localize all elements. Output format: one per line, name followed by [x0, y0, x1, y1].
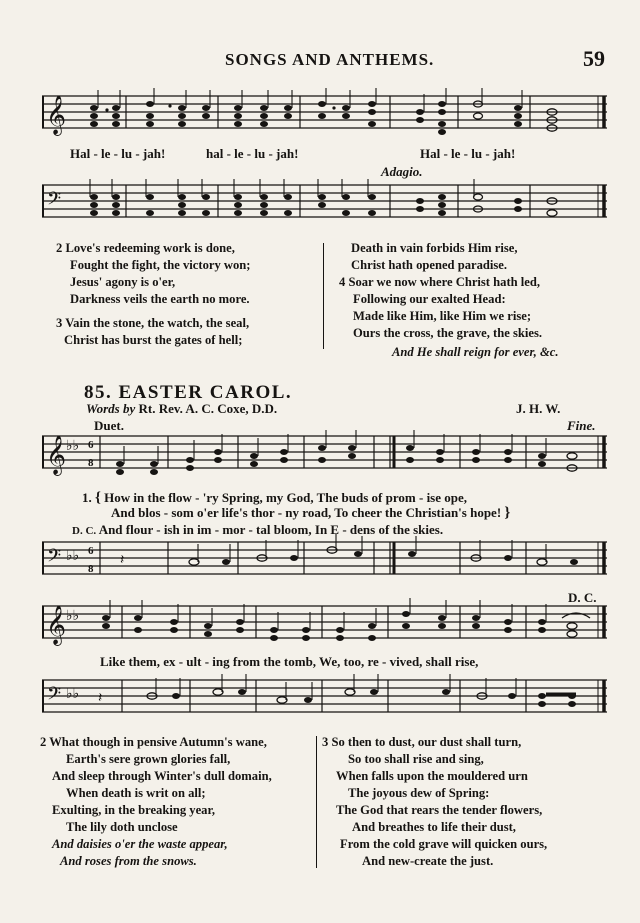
top-bass-notation — [42, 177, 612, 227]
verse-3-line-4: Christ hath opened paradise. — [351, 258, 508, 272]
svg-text:𝄞: 𝄞 — [46, 605, 67, 645]
carol-treble-notation-2 — [42, 598, 612, 654]
duet-marking: Duet. — [94, 418, 124, 433]
verse-3-line-3: Death in vain forbids Him rise, — [351, 241, 518, 255]
carol-line-1-text: How in the flow - 'ry Spring, my God, The buds of prom - ise ope, — [104, 490, 468, 505]
carol-line-3-text: And flour - ish in im - mor - tal bloom, In E - dens of the skies. — [98, 522, 444, 537]
verse-4-line-3: Made like Him, like Him we rise; — [353, 309, 532, 323]
carol-verse-3-block — [322, 734, 547, 870]
carol-line-1: 1. { How in the flow - 'ry Spring, my God, The buds of prom - ise ope, — [82, 490, 468, 506]
svg-text:♭♭: ♭♭ — [66, 439, 80, 454]
carol-verse-2-line-3: And sleep through Winter's dull domain, — [52, 769, 272, 783]
carol-bass-staff-2 — [42, 672, 612, 722]
svg-text:𝄞: 𝄞 — [46, 95, 67, 135]
carol-verse-2-line-5: Exulting, in the breaking year, — [52, 803, 216, 817]
svg-text:6: 6 — [88, 439, 94, 451]
svg-text:𝄢: 𝄢 — [47, 546, 62, 571]
carol-verse-2-line-1: 2 What though in pensive Autumn's wane, — [40, 735, 267, 749]
carol-verse-3-line-4: The joyous dew of Spring: — [348, 786, 490, 800]
running-title: SONGS AND ANTHEMS. — [225, 50, 435, 69]
carol-verse-2-block — [40, 734, 272, 870]
tempo-marking: Adagio. — [381, 164, 423, 179]
carol-bass-staff-1 — [42, 534, 612, 584]
carol-verse-2-line-2: Earth's sere grown glories fall, — [66, 752, 231, 766]
carol-verse-3-line-6: And breathes to life their dust, — [352, 820, 516, 834]
carol-verse-3-line-1: 3 So then to dust, our dust shall turn, — [322, 735, 522, 749]
carol-verse-2-line-7: And daisies o'er the waste appear, — [52, 837, 228, 851]
carol-line-2: And blos - som o'er life's thor - ny road, To cheer the Christian's hope! } — [111, 505, 511, 521]
words-credit — [86, 401, 277, 417]
svg-text:𝄢: 𝄢 — [47, 189, 62, 214]
verse-3-block — [56, 315, 249, 349]
dc-label: D. C. — [72, 525, 97, 537]
refrain-note: And He shall reign for ever, &c. — [392, 345, 559, 359]
svg-text:𝄢: 𝄢 — [47, 684, 62, 709]
svg-text:♭♭: ♭♭ — [66, 609, 80, 624]
verse-4-line-4: Ours the cross, the grave, the skies. — [353, 326, 543, 340]
carol-line-4: Like them, ex - ult - ing from the tomb, We, too, re - vived, shall rise, — [100, 654, 479, 669]
carol-verse-2-line-6: The lily doth unclose — [66, 820, 178, 834]
carol-verse-3-line-8: And new-create the just. — [362, 854, 494, 868]
carol-line-2-text: And blos - som o'er life's thor - ny road, To cheer the Christian's hope! — [111, 505, 502, 520]
fine-marking: Fine. — [567, 418, 596, 433]
lyric-hallelujah-1: Hal - le - lu - jah! — [70, 146, 166, 161]
carol-verse-2-line-8: And roses from the snows. — [60, 854, 197, 868]
carol-verse-3-line-5: The God that rears the tender flowers, — [336, 803, 543, 817]
svg-text:𝄽: 𝄽 — [98, 691, 103, 706]
lyric-hallelujah-2: hal - le - lu - jah! — [206, 146, 299, 161]
carol-bass-notation-1 — [42, 534, 612, 584]
verse-2-line-1: 2 Love's redeeming work is done, — [56, 241, 235, 255]
dc-marking: D. C. — [568, 590, 597, 605]
lyric-hallelujah-3: Hal - le - lu - jah! — [420, 146, 516, 161]
verse-2-line-2: Fought the fight, the victory won; — [70, 258, 251, 272]
carol-bass-notation-2 — [42, 672, 612, 722]
svg-text:♭♭: ♭♭ — [66, 687, 80, 702]
carol-treble-staff-1 — [42, 428, 612, 484]
verse-4-line-2: Following our exalted Head: — [353, 292, 506, 306]
top-treble-staff — [42, 88, 612, 138]
verse-3-continued-block — [339, 240, 518, 274]
carol-treble-notation-1 — [42, 428, 612, 484]
svg-text:𝄽: 𝄽 — [120, 553, 125, 568]
column-divider-top — [323, 243, 324, 349]
page-number: 59 — [583, 46, 605, 71]
svg-text:6: 6 — [88, 545, 94, 557]
verse-4-line-1: 4 Soar we now where Christ hath led, — [339, 275, 541, 289]
author-name: Rt. Rev. A. C. Coxe, D.D. — [138, 401, 278, 416]
verse-2-line-4: Darkness veils the earth no more. — [70, 292, 250, 306]
composer-credit: J. H. W. — [516, 401, 561, 416]
carol-verse-3-line-7: From the cold grave will quicken ours, — [340, 837, 548, 851]
svg-text:8: 8 — [88, 457, 94, 469]
column-divider-bottom — [316, 736, 317, 868]
svg-text:♭♭: ♭♭ — [66, 549, 80, 564]
carol-verse-3-line-3: When falls upon the mouldered urn — [336, 769, 528, 783]
words-label: Words by — [86, 401, 136, 416]
verse-3-line-1: 3 Vain the stone, the watch, the seal, — [56, 316, 250, 330]
page-header — [0, 48, 640, 78]
verse-3-line-2: Christ has burst the gates of hell; — [64, 333, 243, 347]
carol-treble-staff-2 — [42, 598, 612, 654]
top-bass-staff — [42, 177, 612, 227]
hymn-title: 85. EASTER CAROL. — [84, 382, 293, 403]
verse-2-line-3: Jesus' agony is o'er, — [70, 275, 176, 289]
top-treble-notation — [42, 88, 612, 138]
carol-verse-2-line-4: When death is writ on all; — [66, 786, 206, 800]
svg-text:8: 8 — [88, 563, 94, 575]
carol-verse-number: 1. — [82, 490, 92, 505]
verse-4-block — [339, 274, 542, 342]
verse-2-block — [56, 240, 251, 308]
svg-text:𝄞: 𝄞 — [46, 435, 67, 475]
carol-verse-3-line-2: So too shall rise and sing, — [348, 752, 484, 766]
